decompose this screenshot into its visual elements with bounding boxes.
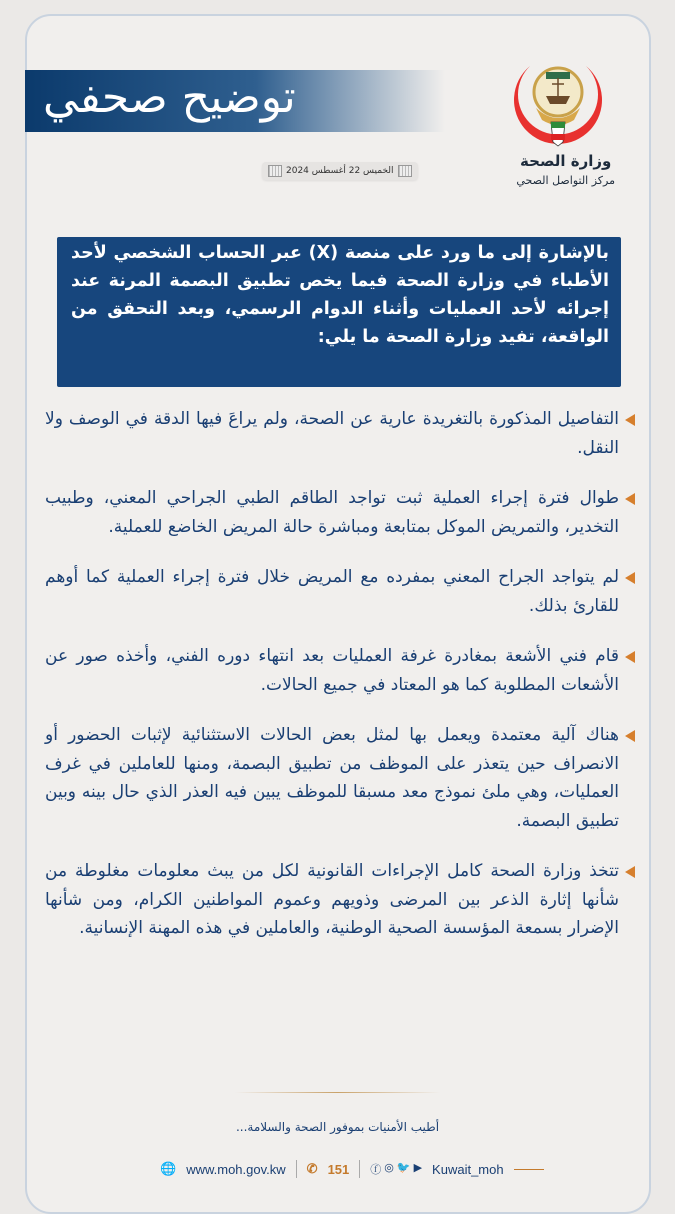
separator	[296, 1160, 297, 1178]
ministry-logo-icon	[508, 58, 608, 154]
department-name: مركز التواصل الصحي	[516, 174, 615, 187]
page-title: توضيح صحفي	[43, 72, 296, 123]
list-item	[45, 484, 635, 541]
website-link[interactable]: www.moh.gov.kw	[186, 1161, 286, 1177]
title-banner	[25, 70, 445, 132]
hotline-number[interactable]: 151	[327, 1161, 350, 1177]
phone-icon: ✆	[306, 1161, 318, 1176]
list-item	[45, 642, 635, 699]
globe-icon: 🌐	[160, 1161, 177, 1176]
points-list	[45, 405, 635, 965]
calendar-icon	[398, 165, 412, 177]
twitter-icon[interactable]: 🐦	[396, 1162, 411, 1174]
facebook-icon[interactable]: ⓕ	[370, 1164, 382, 1176]
divider	[235, 1092, 440, 1093]
bullet-triangle-icon	[625, 651, 635, 663]
bullet-triangle-icon	[625, 730, 635, 742]
point-text: التفاصيل المذكورة بالتغريدة عارية عن الصحة، ولم يراعَ فيها الدقة في الوصف ولا النقل.	[45, 409, 619, 458]
calendar-icon	[268, 165, 282, 177]
list-item	[45, 405, 635, 462]
separator	[359, 1160, 360, 1178]
point-text: لم يتواجد الجراح المعني بمفرده مع المريض خلال فترة إجراء العملية كما أوهم للقارئ بذلك.	[45, 567, 619, 616]
youtube-icon[interactable]: ▶	[413, 1162, 423, 1174]
ministry-name: وزارة الصحة	[520, 152, 612, 170]
point-text: تتخذ وزارة الصحة كامل الإجراءات القانونية لكل من يبث معلومات مغلوطة من شأنها إثارة الذعر بين المرضى وذويهم وعموم المواطنين الكرام، ومن شأنها الإضرار بسمعة المؤسسة الصحية الوطنية، والعاملين في هذه المهنة الإنسانية.	[45, 861, 619, 938]
bullet-triangle-icon	[625, 572, 635, 584]
list-item	[45, 563, 635, 620]
bullet-triangle-icon	[625, 493, 635, 505]
ministry-name-block	[516, 152, 615, 187]
list-item	[45, 857, 635, 943]
list-item	[45, 721, 635, 835]
footer-line	[514, 1169, 544, 1170]
footer	[160, 1160, 544, 1178]
point-text: طوال فترة إجراء العملية ثبت تواجد الطاقم الطبي الجراحي المعني، وطبيب التخدير، والتمريض الموكل بمتابعة ومباشرة حالة المريض الخاضع للعملية.	[45, 488, 619, 537]
date-text: الخميس 22 أغسطس 2024	[286, 166, 394, 176]
bullet-triangle-icon	[625, 414, 635, 426]
point-text: هناك آلية معتمدة ويعمل بها لمثل بعض الحالات الاستثنائية لإثبات الحضور أو الانصراف حين يتعذر على الموظف من تطبيق البصمة، ومنها للعاملين في غرف العمليات، وهي ملئ نموذج معد مسبقا للموظف يبين فيه العذر الذي حال بينه وبين تطبيق البصمة.	[45, 725, 619, 831]
point-text: قام فني الأشعة بمغادرة غرفة العمليات بعد انتهاء دوره الفني، وأخذه صور عن الأشعات المطلوبة كما هو المعتاد في جميع الحالات.	[45, 646, 619, 695]
date-badge	[262, 162, 418, 180]
bullet-triangle-icon	[625, 866, 635, 878]
closing-text: أطيب الأمنيات بموفور الصحة والسلامة...	[235, 1120, 440, 1134]
intro-box: بالإشارة إلى ما ورد على منصة (X) عبر الحساب الشخصي لأحد الأطباء في وزارة الصحة فيما يخص تطبيق البصمة المرنة عند إجرائه لأحد العمليات وأثناء الدوام الرسمي، وبعد التحقق من الواقعة، تفيد وزارة الصحة ما يلي:	[57, 237, 621, 387]
social-handle[interactable]: Kuwait_moh	[432, 1161, 504, 1177]
instagram-icon[interactable]: ◎	[384, 1162, 394, 1174]
